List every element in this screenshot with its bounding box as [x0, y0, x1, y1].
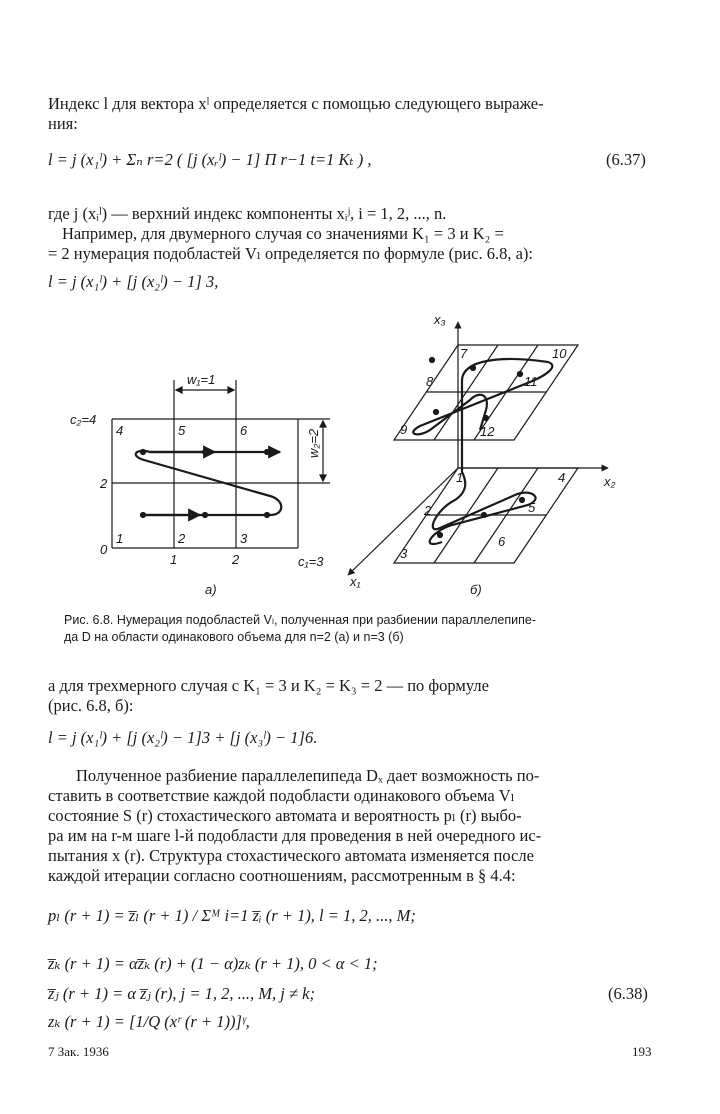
paragraph-line-4: ра им на r-м шаге l-й подобласти для проведения в ней очередного ис- — [48, 826, 542, 845]
cell-b-3: 3 — [400, 546, 408, 561]
axis-x1-label: x₁ — [350, 574, 361, 589]
figure-caption-line-2: да D на области одинакового объема для n=2 (a) и n=3 (б) — [64, 630, 404, 644]
cell-9: 9 — [400, 422, 408, 437]
paragraph-line-6: каждой итерации согласно соотношениям, рассмотренным в § 4.4: — [48, 866, 516, 885]
subfigure-b-label: б) — [470, 582, 482, 597]
grid-a — [112, 419, 298, 548]
equation-6-37: l = j (x₁ˡ) + Σₙ r=2 ( [j (xᵣˡ) − 1] Π r−1 t=1 Kₜ ) , — [48, 150, 372, 169]
cell-6: 6 — [240, 423, 248, 438]
paragraph-line-5: пытания x (r). Структура стохастического автомата изменяется после — [48, 846, 534, 865]
post-line-2: (рис. 6.8, б): — [48, 696, 134, 715]
cell-b-2: 2 — [424, 503, 432, 518]
c2-label: c₂=4 — [70, 412, 97, 427]
cell-8: 8 — [426, 374, 434, 389]
where-line-1: где j (xᵢˡ) — верхний индекс компоненты xᵢʲ, i = 1, 2, ..., n. — [48, 204, 447, 223]
cell-2: 2 — [178, 531, 186, 546]
cell-3: 3 — [240, 531, 248, 546]
cell-4: 4 — [116, 423, 124, 438]
equation-6-38-line-1: pₗ (r + 1) = z̅ₗ (r + 1) / Σᴹ i=1 z̅ᵢ (r + 1), l = 1, 2, ..., M; — [48, 906, 416, 925]
cell-b-6: 6 — [498, 534, 506, 549]
cell-7: 7 — [460, 346, 468, 361]
page-number: 193 — [632, 1044, 652, 1059]
paragraph-line-3: состояние S (r) стохастического автомата и вероятность pₗ (r) выбо- — [48, 806, 522, 825]
intro-line-2: ния: — [48, 114, 78, 133]
figure-a — [112, 380, 330, 548]
figure-caption-line-1: Рис. 6.8. Нумерация подобластей Vₗ, полученная при разбиении параллелепипе- — [64, 613, 536, 627]
c1-label: c₁=3 — [298, 554, 324, 569]
cell-5: 5 — [178, 423, 186, 438]
where-line-2: Например, для двумерного случая со значениями K₁ = 3 и K₂ = — [62, 224, 504, 243]
x-tick-1: 1 — [170, 552, 178, 567]
cell-11: 11 — [524, 374, 538, 389]
equation-6-38-line-2: z̅ₖ (r + 1) = αz̅ₖ (r) + (1 − α)zₖ (r + 1), 0 < α < 1; — [48, 954, 378, 973]
equation-6-38-number: (6.38) — [608, 984, 648, 1003]
y-tick-0: 0 — [100, 542, 108, 557]
figure-b — [348, 322, 608, 575]
equation-6-38-line-4: zₖ (r + 1) = [1/Q (xʳ (r + 1))]ᵞ, — [48, 1012, 250, 1031]
cell-b-1: 1 — [456, 470, 464, 485]
subfigure-a-label: a) — [205, 582, 217, 597]
y-tick-2: 2 — [100, 476, 108, 491]
where-line-3: = 2 нумерация подобластей Vₗ определяется по формуле (рис. 6.8, a): — [48, 244, 534, 263]
equation-3d: l = j (x₁ˡ) + [j (x₂ˡ) − 1]3 + [j (x₃ˡ) − 1]6. — [48, 728, 318, 747]
equation-6-37-number: (6.37) — [606, 150, 646, 169]
figure-6-8 — [0, 300, 720, 610]
equation-6-38-line-3: z̅ⱼ (r + 1) = α z̅ⱼ (r), j = 1, 2, ..., M, j ≠ k; — [48, 984, 315, 1003]
post-line-1: а для трехмерного случая с K₁ = 3 и K₂ = K₃ = 2 — по формуле — [48, 676, 489, 695]
footer-order-number: 7 Зак. 1936 — [48, 1044, 109, 1059]
cell-12: 12 — [480, 424, 495, 439]
paragraph-line-2: ставить в соответствие каждой подобласти одинакового объема Vₗ — [48, 786, 515, 805]
axis-x2-label: x₂ — [604, 474, 616, 489]
axis-x3-label: x₃ — [434, 312, 446, 327]
equation-2d: l = j (x₁ˡ) + [j (x₂ˡ) − 1] 3, — [48, 272, 219, 291]
w2-label: w₂=2 — [306, 428, 321, 458]
w1-label: w₁=1 — [187, 372, 216, 387]
paragraph-line-1: Полученное разбиение параллелепипеда Dₓ дает возможность по- — [76, 766, 540, 785]
x-tick-2: 2 — [232, 552, 240, 567]
cell-b-5: 5 — [528, 500, 536, 515]
cell-b-4: 4 — [558, 470, 566, 485]
intro-line-1: Индекс l для вектора xˡ определяется с помощью следующего выраже- — [48, 94, 544, 113]
cell-1: 1 — [116, 531, 124, 546]
cell-10: 10 — [552, 346, 567, 361]
